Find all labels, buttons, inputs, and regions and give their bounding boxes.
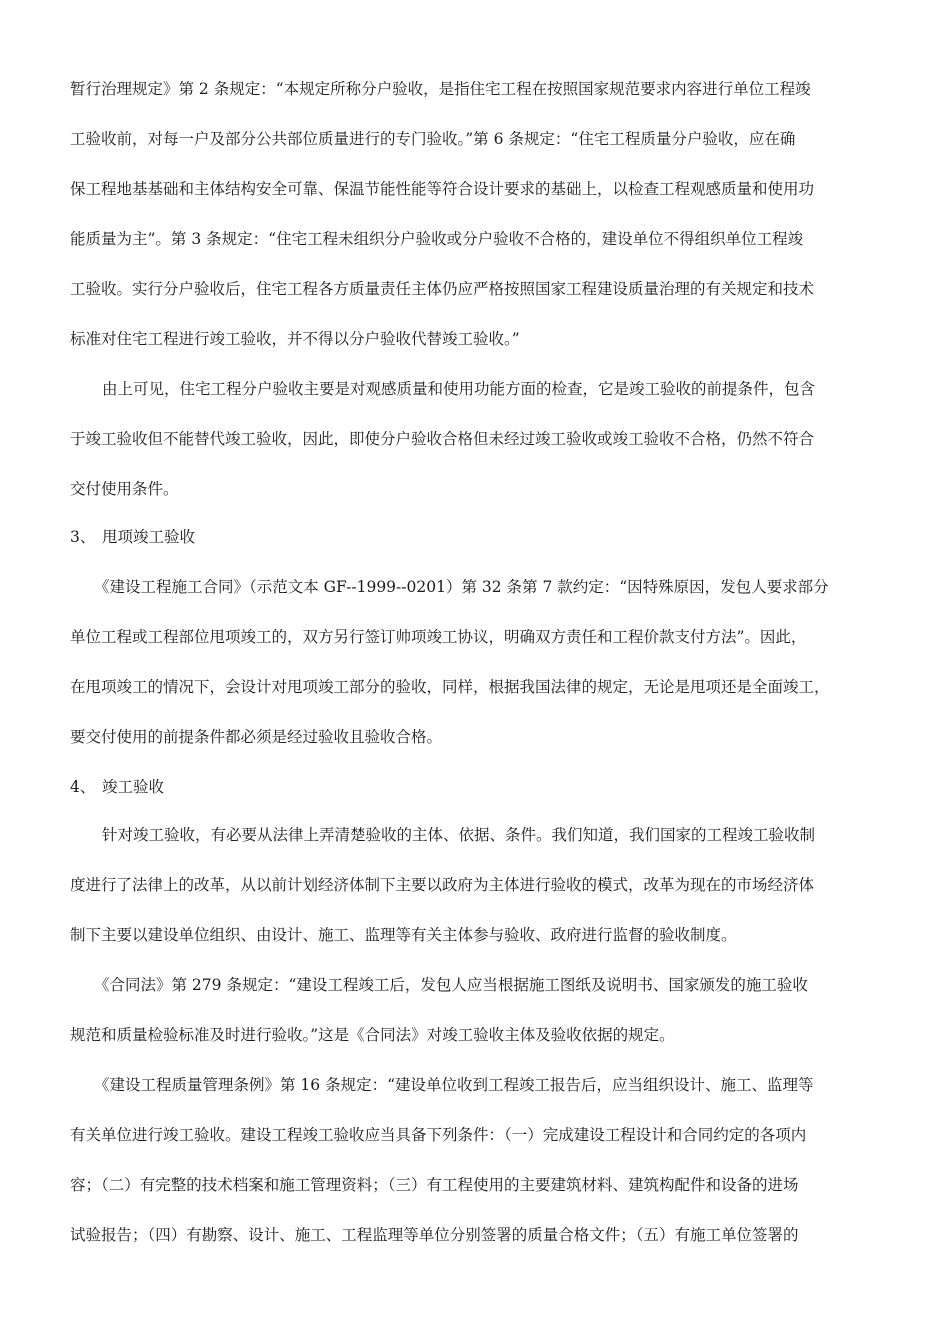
- paragraph-3-line-4: 要交付使用的前提条件都必须是经过验收且验收合格。: [70, 728, 443, 746]
- paragraph-2-line-1: 由上可见，住宅工程分户验收主要是对观感质量和使用功能方面的检查，它是竣工验收的前提条件，包含: [102, 380, 816, 398]
- paragraph-6-line-2: 有关单位进行竣工验收。建设工程竣工验收应当具备下列条件：（一）完成建设工程设计和合同约定的各项内: [70, 1126, 807, 1144]
- paragraph-6-line-4: 试验报告；（四）有勘察、设计、施工、工程监理等单位分别签署的质量合格文件；（五）有施工单位签署的: [70, 1226, 799, 1244]
- section-number: 3、: [70, 528, 96, 546]
- paragraph-5-line-2: 规范和质量检验标准及时进行验收。”这是《合同法》对竣工验收主体及验收依据的规定。: [70, 1026, 675, 1044]
- paragraph-1-line-2: 工验收前，对每一户及部分公共部位质量进行的专门验收。”第 6 条规定：“住宅工程质量分户验收，应在确: [70, 130, 796, 148]
- paragraph-4-line-1: 针对竣工验收，有必要从法律上弄清楚验收的主体、依据、条件。我们知道，我们国家的工程竣工验收制: [102, 826, 816, 844]
- paragraph-1-line-6: 标准对住宅工程进行竣工验收，并不得以分户验收代替竣工验收。”: [70, 330, 520, 348]
- section-number: 4、: [70, 778, 96, 796]
- paragraph-5-line-1: 《合同法》第 279 条规定：“建设工程竣工后，发包人应当根据施工图纸及说明书、国家颁发的施工验收: [94, 976, 808, 994]
- paragraph-4-line-2: 度进行了法律上的改革，从以前计划经济体制下主要以政府为主体进行验收的模式，改革为现在的市场经济体: [70, 876, 815, 894]
- section-title: 竣工验收: [102, 778, 165, 796]
- paragraph-3-line-2: 单位工程或工程部位甩项竣工的，双方另行签订帅项竣工协议，明确双方责任和工程价款支付方法”。因此，: [70, 628, 807, 646]
- paragraph-1-line-3: 保工程地基基础和主体结构安全可靠、保温节能性能等符合设计要求的基础上，以检查工程观感质量和使用功: [70, 180, 815, 198]
- paragraph-2-line-3: 交付使用条件。: [70, 480, 179, 498]
- paragraph-6-line-3: 容；（二）有完整的技术档案和施工管理资料；（三）有工程使用的主要建筑材料、建筑构配件和设备的进场: [70, 1176, 799, 1194]
- paragraph-2-line-2: 于竣工验收但不能替代竣工验收，因此，即使分户验收合格但未经过竣工验收或竣工验收不合格，仍然不符合: [70, 430, 815, 448]
- section-heading-3: [0, 522, 950, 552]
- paragraph-6-line-1: 《建设工程质量管理条例》第 16 条规定：“建设单位收到工程竣工报告后，应当组织设计、施工、监理等: [94, 1076, 814, 1094]
- paragraph-1-line-4: 能质量为主”。第 3 条规定：“住宅工程未组织分户验收或分户验收不合格的，建设单位不得组织单位工程竣: [70, 230, 804, 248]
- paragraph-3-line-1: 《建设工程施工合同》（示范文本 GF--1999--0201）第 32 条第 7 款约定：“因特殊原因，发包人要求部分: [94, 578, 829, 596]
- paragraph-4-line-3: 制下主要以建设单位组织、由设计、施工、监理等有关主体参与验收、政府进行监督的验收制度。: [70, 926, 737, 944]
- paragraph-1-line-5: 工验收。实行分户验收后，住宅工程各方质量责任主体仍应严格按照国家工程建设质量治理的有关规定和技术: [70, 280, 815, 298]
- paragraph-3-line-3: 在甩项竣工的情况下，会设计对甩项竣工部分的验收，同样，根据我国法律的规定，无论是甩项还是全面竣工，: [70, 678, 830, 696]
- paragraph-1-line-1: 暂行治理规定》第 2 条规定：“本规定所称分户验收，是指住宅工程在按照国家规范要求内容进行单位工程竣: [70, 80, 811, 98]
- section-title: 甩项竣工验收: [102, 528, 196, 546]
- section-heading-4: [0, 772, 950, 802]
